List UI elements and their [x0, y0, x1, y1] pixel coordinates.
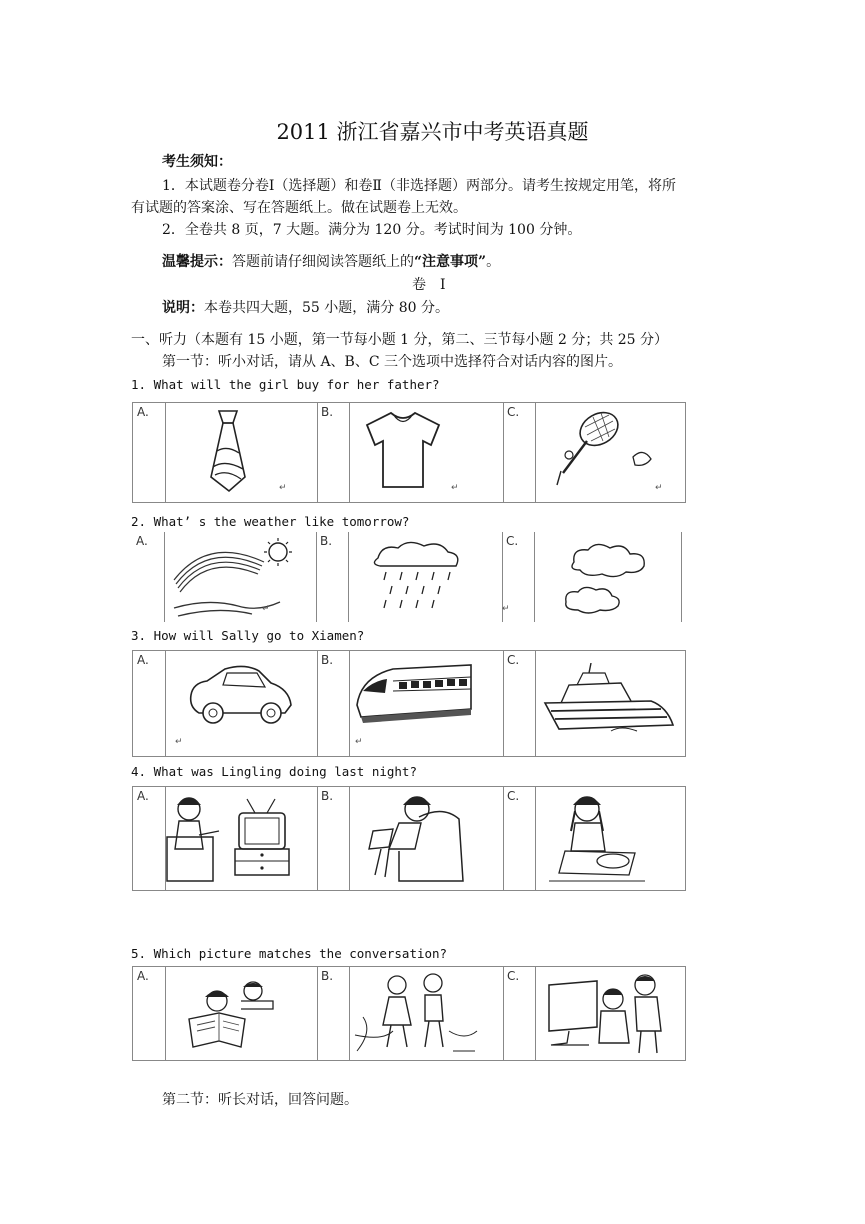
- warm-tip: [162, 252, 500, 272]
- q2-options: A. B. C. ↵ ↵: [132, 532, 684, 622]
- part1-heading: 第一节：听小对话，请从 A、B、C 三个选项中选择符合对话内容的图片。: [162, 354, 623, 370]
- q5-options: [132, 966, 686, 1061]
- girl-reading-icon: [359, 791, 479, 887]
- tennis-racket-icon: [543, 407, 663, 493]
- q1-options: A. B. C. ↵ ↵ ↵: [132, 402, 686, 503]
- people-walking-icon: [353, 971, 479, 1057]
- clouds-icon: [560, 540, 670, 620]
- girl-watching-tv-icon: [163, 791, 313, 887]
- people-at-computer-icon: [543, 971, 675, 1057]
- q3-option-c[interactable]: C.: [507, 653, 520, 667]
- question-5: 5. Which picture matches the conversation?: [131, 946, 448, 961]
- t-shirt-icon: [361, 407, 445, 493]
- question-4: 4. What was Lingling doing last night?: [131, 764, 417, 779]
- rain-cloud-icon: [368, 538, 468, 618]
- car-icon: [185, 661, 297, 731]
- question-2: 2. What’ s the weather like tomorrow?: [131, 514, 410, 529]
- people-reading-newspaper-icon: [179, 975, 299, 1055]
- q3-option-b[interactable]: B.: [321, 653, 334, 667]
- notice-item2: 2．全卷共 8 页，7 大题。满分为 120 分。考试时间为 100 分钟。: [162, 222, 582, 238]
- question-3: 3. How will Sally go to Xiamen?: [131, 628, 365, 643]
- explain-text: 本卷共四大题，55 小题，满分 80 分。: [204, 300, 449, 316]
- page-title: 2011 浙江省嘉兴市中考英语真题: [276, 120, 589, 144]
- q1-option-a[interactable]: A.: [137, 405, 149, 419]
- explain: [162, 298, 449, 318]
- notice-heading: 考生须知：: [162, 154, 232, 170]
- warm-tip-text: 答题前请仔细阅读答题纸上的: [232, 254, 414, 270]
- q4-options: [132, 786, 686, 891]
- q2-option-a[interactable]: A.: [136, 534, 148, 548]
- q4-option-c[interactable]: C.: [507, 789, 520, 803]
- necktie-icon: [193, 407, 263, 495]
- girl-washing-icon: [545, 791, 665, 887]
- warm-tip-end: 。: [486, 254, 501, 270]
- q2-option-b[interactable]: B.: [320, 534, 333, 548]
- explain-label: 说明：: [162, 300, 204, 316]
- warm-tip-bold: “注意事项”: [414, 254, 487, 270]
- ship-icon: [541, 663, 677, 735]
- notice-item1-line1: 1．本试题卷分卷Ⅰ（选择题）和卷Ⅱ（非选择题）两部分。请考生按规定用笔，将所: [162, 178, 676, 194]
- q2-option-c[interactable]: C.: [506, 534, 519, 548]
- volume-heading: 卷 Ⅰ: [412, 277, 446, 293]
- q1-option-c[interactable]: C.: [507, 405, 520, 419]
- warm-tip-label: 温馨提示：: [162, 254, 232, 270]
- q5-option-b[interactable]: B.: [321, 969, 334, 983]
- q3-option-a[interactable]: A.: [137, 653, 149, 667]
- q1-option-b[interactable]: B.: [321, 405, 334, 419]
- q5-option-c[interactable]: C.: [507, 969, 520, 983]
- q5-option-a[interactable]: A.: [137, 969, 149, 983]
- q4-option-b[interactable]: B.: [321, 789, 334, 803]
- part2-heading: 第二节：听长对话，回答问题。: [162, 1092, 358, 1108]
- q4-option-a[interactable]: A.: [137, 789, 149, 803]
- notice-item1-line2: 有试题的答案涂、写在答题纸上。做在试题卷上无效。: [131, 200, 467, 216]
- section-listening: 一、听力（本题有 15 小题，第一节每小题 1 分，第二、三节每小题 2 分；共 25 分）: [131, 332, 669, 348]
- q3-options: A. B. C. ↵ ↵: [132, 650, 686, 757]
- train-icon: [353, 661, 473, 727]
- rainbow-sun-icon: [168, 536, 308, 620]
- question-1: 1. What will the girl buy for her father?: [131, 377, 440, 392]
